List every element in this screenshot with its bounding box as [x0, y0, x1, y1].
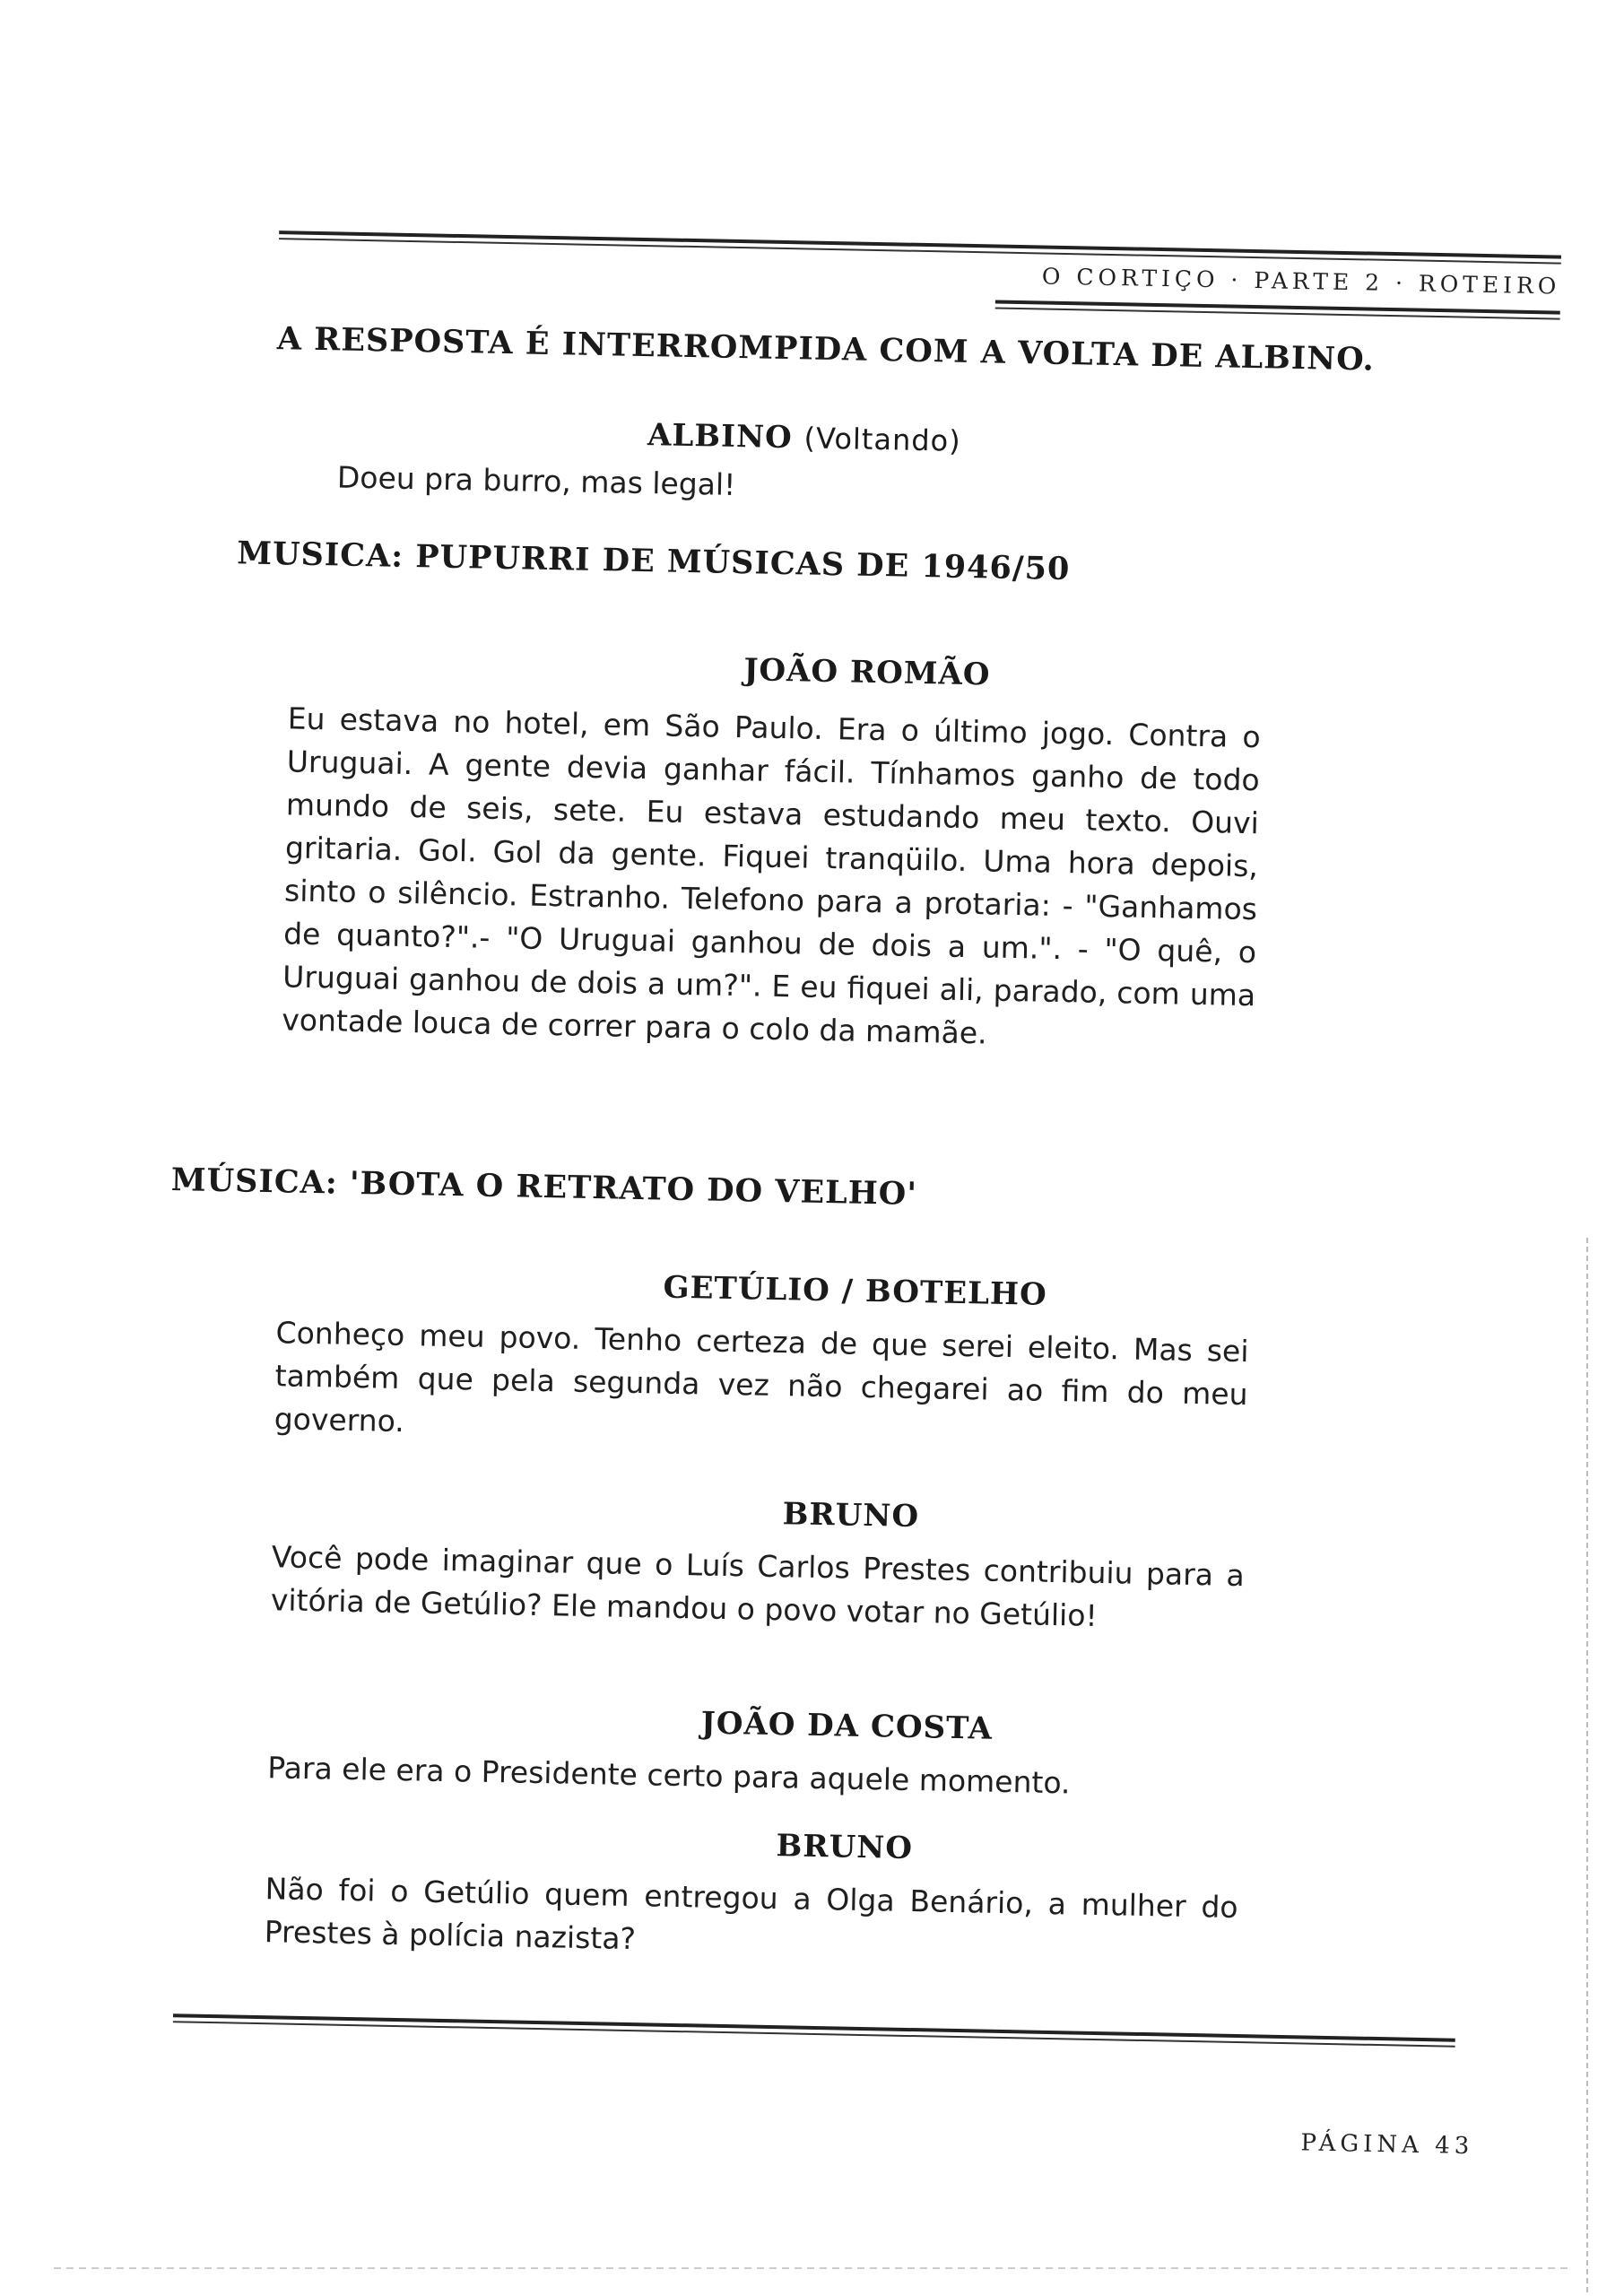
page-content	[170, 230, 1561, 2228]
header-rule	[279, 230, 1561, 258]
scan-edge-artifact	[1586, 1238, 1588, 2296]
footer-rule	[173, 2013, 1455, 2041]
music-cue: MÚSICA: 'BOTA O RETRATO DO VELHO'	[170, 1161, 918, 1213]
music-cue: MUSICA: PUPURRI DE MÚSICAS DE 1946/50	[236, 535, 1071, 588]
speaker-parenthetical: (Voltando)	[803, 421, 962, 458]
header-rule-bottom	[995, 300, 1560, 314]
dialogue-text: Não foi o Getúlio quem entregou a Olga Benário, a mulher do Prestes à polícia nazista?	[264, 1871, 1238, 1957]
header-title: O CORTIÇO · PARTE 2 · ROTEIRO	[1041, 263, 1561, 300]
speaker-name: JOÃO DA COSTA	[700, 1705, 994, 1747]
page-number: PÁGINA 43	[1300, 2129, 1474, 2161]
dialogue-text: Você pode imaginar que o Luís Carlos Prestes contribuiu para a vitória de Getúlio? Ele mandou o povo votar no Getúlio!	[270, 1539, 1246, 1633]
speaker-name: BRUNO	[782, 1496, 920, 1535]
speaker-name	[491, 414, 1119, 462]
speaker-name: JOÃO ROMÃO	[743, 652, 991, 693]
stage-direction: A RESPOSTA É INTERROMPIDA COM A VOLTA DE ALBINO.	[276, 320, 1376, 378]
speaker-name-text: ALBINO	[647, 417, 794, 457]
scan-bottom-artifact	[54, 2267, 1569, 2269]
dialogue-text: Doeu pra burro, mas legal!	[336, 459, 736, 502]
dialogue-text: Para ele era o Presidente certo para aquele momento.	[266, 1750, 1071, 1801]
dialogue-text: Conheço meu povo. Tenho certeza de que serei eleito. Mas sei também que pela segunda vez não chegarei ao fim do meu governo.	[274, 1315, 1249, 1439]
speaker-name: GETÚLIO / BOTELHO	[663, 1269, 1048, 1313]
dialogue-text: Eu estava no hotel, em São Paulo. Era o último jogo. Contra o Uruguai. A gente devia ganhar fácil. Tínhamos ganho de todo mundo de seis, sete. Eu estava estudando meu texto. Ouvi gritaria. Gol. Gol da gente. Fiquei tranqüilo. Uma hora depois, sinto o silêncio. Estranho. Telefono para a protaria: - "Ganhamos de quanto?".- "O Uruguai ganhou de dois a um.". - "O quê, o Uruguai ganhou de dois a um?". E eu fiquei ali, parado, com uma vontade louca de correr para o colo da mamãe.	[281, 700, 1261, 1051]
speaker-name: BRUNO	[776, 1828, 914, 1867]
